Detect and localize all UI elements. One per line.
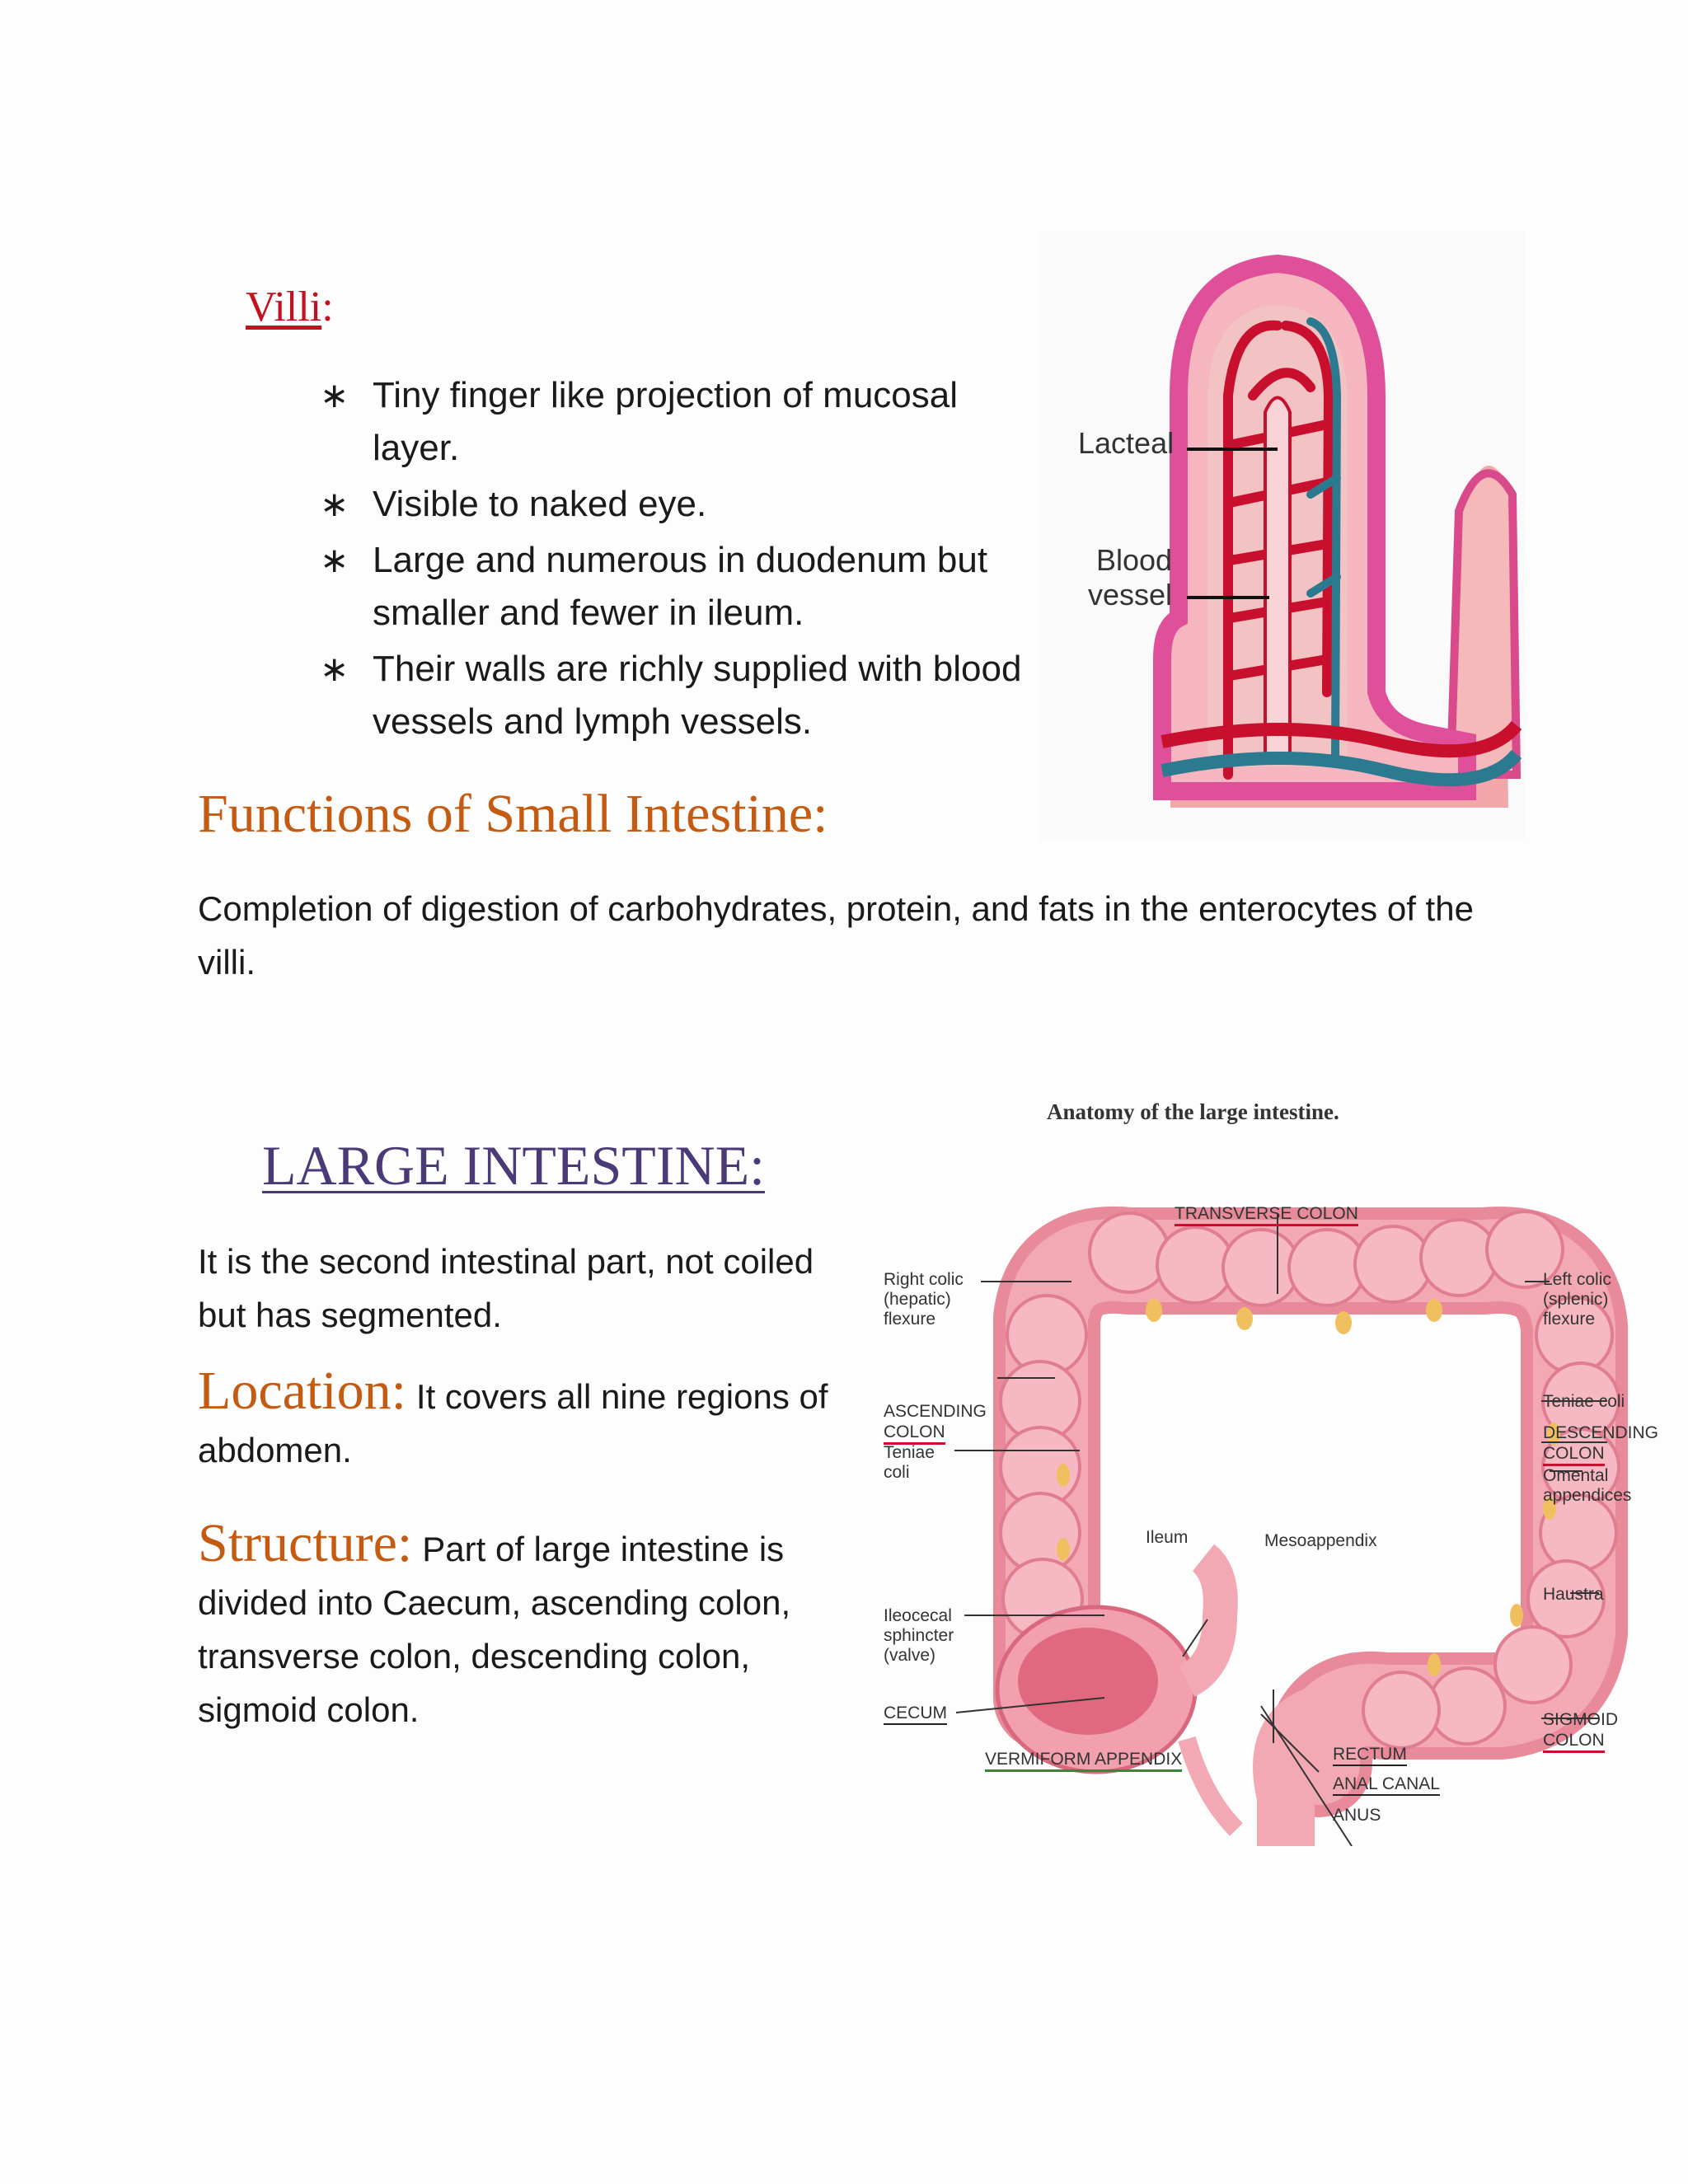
villus-figure <box>1039 231 1525 841</box>
bullet-icon: ∗ <box>320 541 349 579</box>
transverse-colon-label: TRANSVERSE COLON <box>1175 1203 1358 1226</box>
structure-paragraph <box>198 1513 841 1736</box>
large-intestine-text: It is the second intestinal part, not coiled but has segmented. <box>198 1242 814 1334</box>
descending-colon-label: DESCENDING COLON <box>1543 1422 1658 1466</box>
location-text: It covers all nine regions of abdomen. <box>198 1377 828 1469</box>
list-item: ∗ Tiny finger like projection of mucosal layer. <box>313 369 1039 475</box>
haustra-label: Haustra <box>1543 1585 1604 1604</box>
right-colic-label-2: (hepatic) <box>884 1290 951 1309</box>
villus-illustration <box>1039 231 1525 841</box>
left-colic-label-3: flexure <box>1543 1310 1596 1329</box>
bullet-icon: ∗ <box>320 376 349 415</box>
left-colic-label-1: Left colic <box>1543 1270 1611 1289</box>
omental-label-2: appendices <box>1543 1486 1632 1505</box>
structure-label: Structure: <box>198 1513 413 1573</box>
sigmoid-colon-label: SIGMOID COLON <box>1543 1709 1618 1753</box>
teniae-coli-right-label: Teniae coli <box>1543 1392 1625 1411</box>
mesoappendix-label: Mesoappendix <box>1264 1531 1377 1550</box>
ileocecal-label-3: (valve) <box>884 1646 936 1665</box>
ileocecal-label-1: Ileocecal <box>884 1606 952 1625</box>
bullet-icon: ∗ <box>320 485 349 523</box>
functions-heading: Functions of Small Intestine: <box>198 784 828 844</box>
location-label: Location: <box>198 1361 406 1421</box>
blood-label: Blood <box>1096 543 1173 577</box>
list-item: ∗ Their walls are richly supplied with blood vessels and lymph vessels. <box>313 643 1039 748</box>
anal-canal-label: ANAL CANAL <box>1333 1774 1440 1796</box>
teniae-label-1: Teniae <box>884 1443 935 1462</box>
vermiform-appendix-label: VERMIFORM APPENDIX <box>985 1749 1182 1772</box>
list-item: ∗ Visible to naked eye. <box>313 478 1039 531</box>
structure-text: Part of large intestine is divided into Caecum, ascending colon, transverse colon, descending colon, sigmoid colon. <box>198 1530 791 1729</box>
villi-heading: Villi: <box>246 284 334 330</box>
rectum-label: RECTUM <box>1333 1744 1407 1766</box>
left-colic-label-2: (splenic) <box>1543 1290 1609 1309</box>
right-colic-label-1: Right colic <box>884 1270 964 1289</box>
teniae-label-2: coli <box>884 1463 910 1482</box>
bullet-icon: ∗ <box>320 649 349 688</box>
anus-label: ANUS <box>1333 1806 1381 1825</box>
functions-text: Completion of digestion of carbohydrates, protein, and fats in the enterocytes of the villi. <box>198 889 1474 982</box>
right-colic-label-3: flexure <box>884 1310 936 1329</box>
villi-bullet-list <box>313 369 1039 752</box>
ileum-label: Ileum <box>1146 1528 1189 1547</box>
figure-title: Anatomy of the large intestine. <box>1047 1099 1339 1124</box>
ascending-colon-label: ASCENDING COLON <box>884 1401 987 1445</box>
list-item: ∗ Large and numerous in duodenum but smaller and fewer in ileum. <box>313 534 1039 640</box>
large-intestine-heading: LARGE INTESTINE: <box>262 1134 766 1197</box>
ileocecal-label-2: sphincter <box>884 1626 954 1645</box>
omental-label-1: Omental <box>1543 1466 1609 1485</box>
cecum-label: CECUM <box>884 1703 947 1725</box>
location-paragraph <box>198 1361 857 1477</box>
vessel-label: vessel <box>1088 578 1173 612</box>
lacteal-label: Lacteal <box>1078 426 1175 460</box>
large-intestine-figure <box>857 1203 1673 1846</box>
